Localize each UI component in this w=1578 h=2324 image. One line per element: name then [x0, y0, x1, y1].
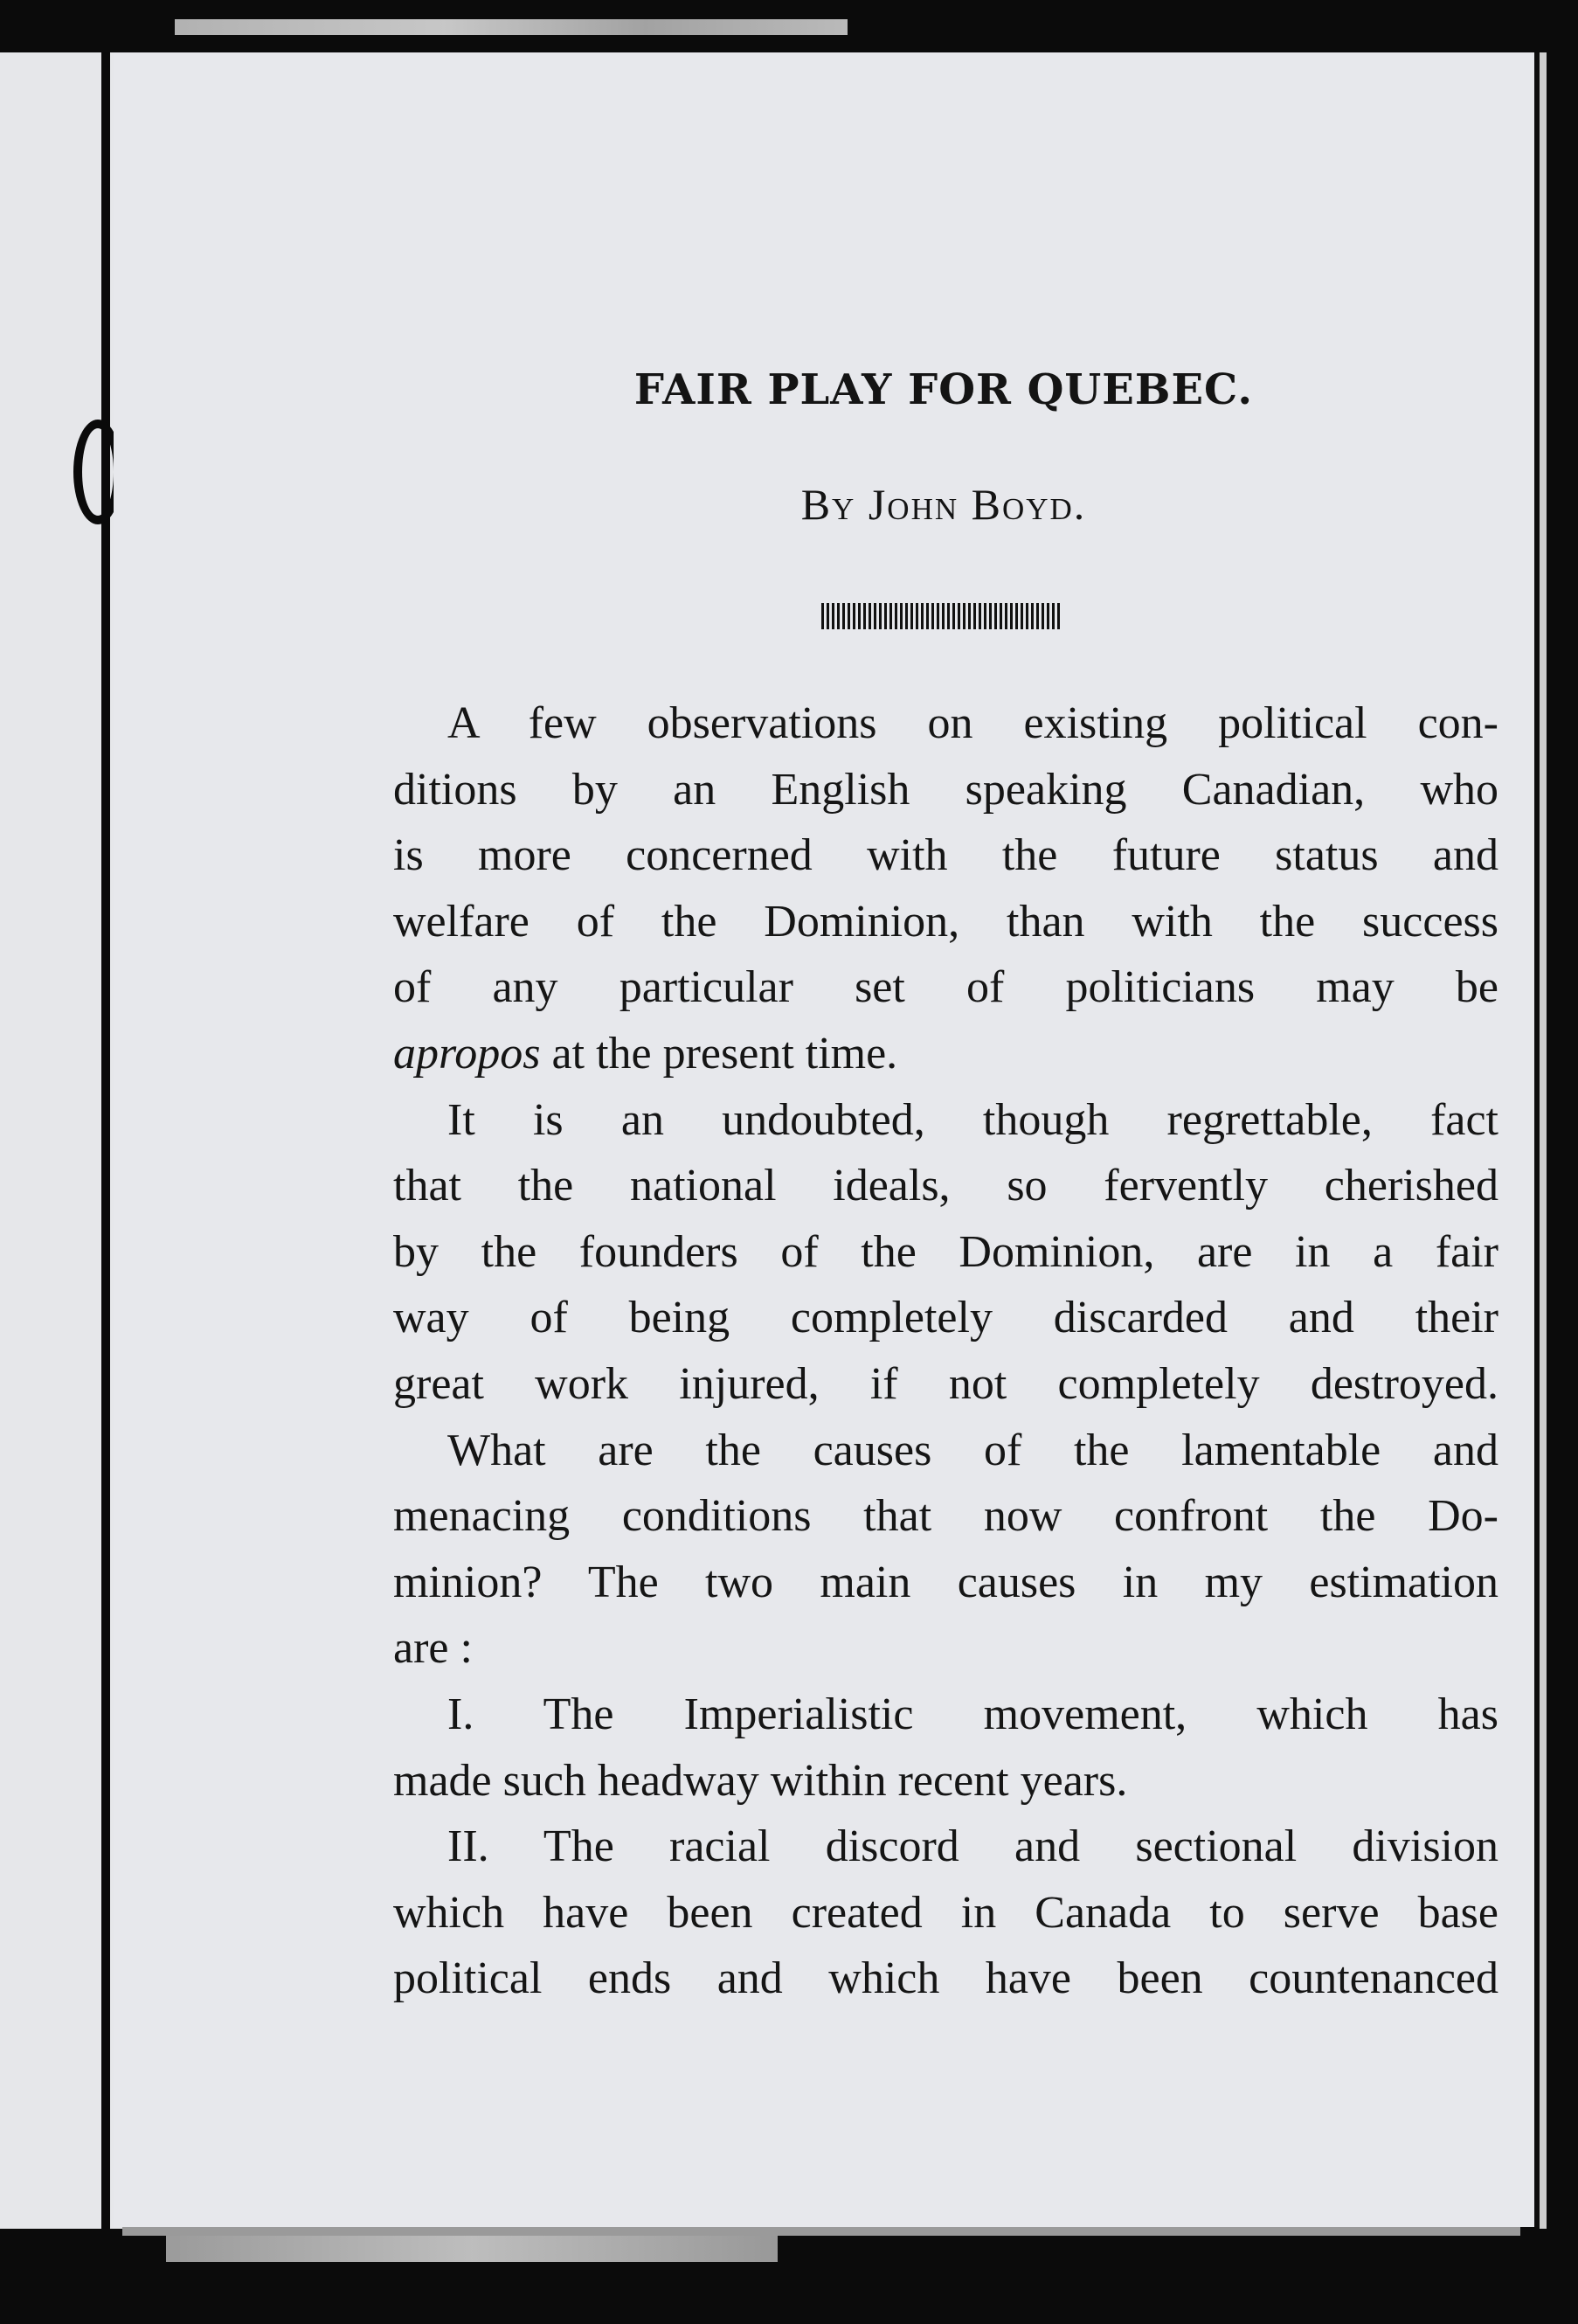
text-line: menacing conditions that now confront the Do-: [393, 1491, 1498, 1542]
text-line: great work injured, if not completely destroyed.: [393, 1358, 1498, 1409]
text-line: What are the causes of the lamentable and: [447, 1425, 1498, 1475]
italic-word: apropos: [393, 1028, 541, 1079]
document-byline: By John Boyd.: [800, 480, 1087, 529]
text-line: ditions by an English speaking Canadian, who: [393, 764, 1498, 815]
text-line: of any particular set of politicians may be: [393, 962, 1498, 1013]
text-line: I. The Imperialistic movement, which has: [447, 1689, 1498, 1739]
text-line: It is an undoubted, though regrettable, fact: [447, 1094, 1498, 1145]
text-line: A few observations on existing political con-: [447, 698, 1498, 748]
paragraph-1: [393, 690, 1498, 1087]
text-line: that the national ideals, so fervently cherished: [393, 1161, 1498, 1211]
paragraph-4: [393, 1682, 1498, 1814]
text-line: minion? The two main causes in my estimation: [393, 1557, 1498, 1607]
text-line: which have been created in Canada to serve base: [393, 1887, 1498, 1938]
document-title: FAIR PLAY FOR QUEBEC.: [633, 365, 1254, 414]
book-spine: [101, 52, 110, 2229]
top-scan-artifact: [175, 19, 848, 35]
text-line: made such headway within recent years.: [393, 1755, 1128, 1806]
paragraph-5: [393, 1814, 1498, 2012]
document-body: [393, 690, 1498, 2012]
paragraph-3: [393, 1418, 1498, 1682]
ornamental-rule: [821, 603, 1062, 629]
text-line: II. The racial discord and sectional division: [447, 1821, 1498, 1872]
text-line: are :: [393, 1623, 473, 1674]
text-line: [393, 1021, 1498, 1087]
text-line: by the founders of the Dominion, are in a fair: [393, 1226, 1498, 1277]
text-fragment: at the present time.: [540, 1028, 898, 1079]
page-right-edge: [1540, 52, 1547, 2229]
paragraph-2: [393, 1087, 1498, 1418]
bottom-scan-artifact: [166, 2236, 778, 2262]
text-line: political ends and which have been countenanced: [393, 1953, 1498, 2004]
text-line: welfare of the Dominion, than with the success: [393, 896, 1498, 947]
text-line: is more concerned with the future status and: [393, 830, 1498, 881]
text-line: way of being completely discarded and their: [393, 1293, 1498, 1343]
bottom-page-edge: [122, 2227, 1520, 2236]
